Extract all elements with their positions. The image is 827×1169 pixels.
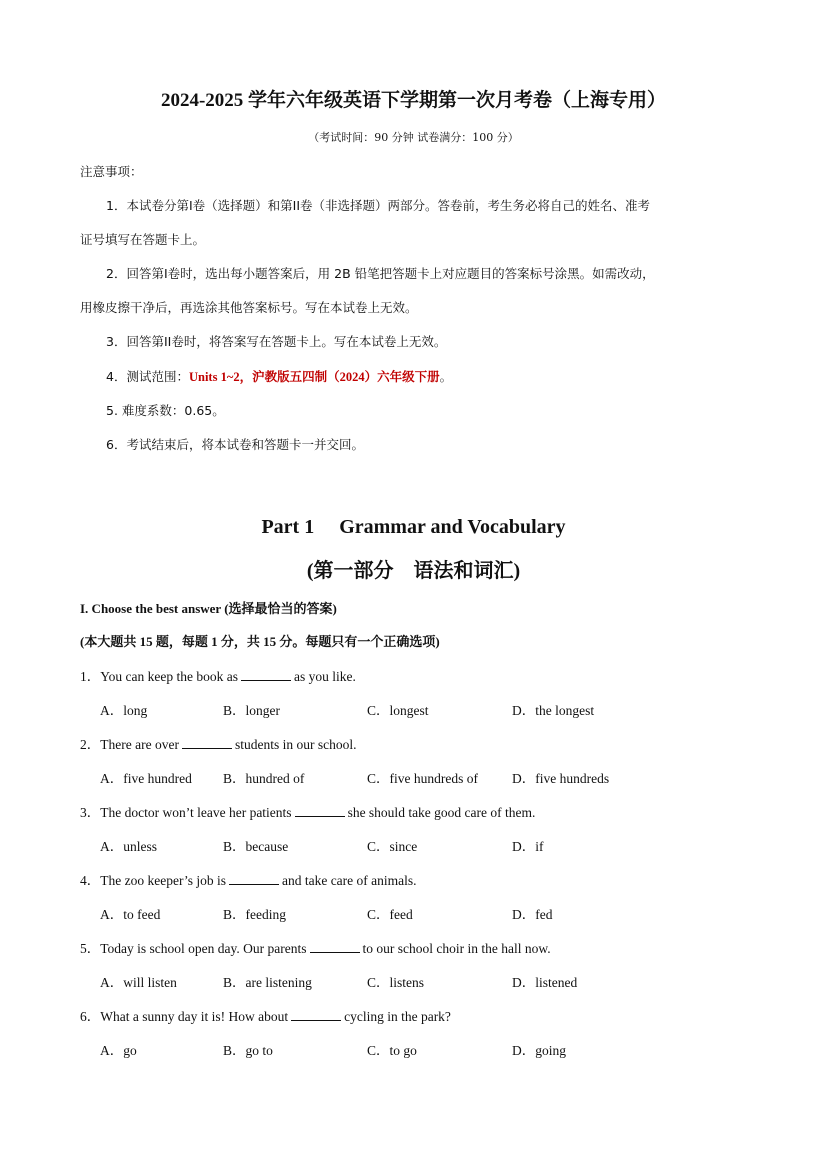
question-4 <box>80 872 417 890</box>
section-instruction: (本大题共 15 题，每题 1 分，共 15 分。每题只有一个正确选项) <box>80 634 440 649</box>
option-b: B．hundred of <box>223 771 305 786</box>
notice-item-2-cont: 用橡皮擦干净后，再选涂其他答案标号。写在本试卷上无效。 <box>80 300 418 315</box>
notice-item-1-cont: 证号填写在答题卡上。 <box>80 232 206 247</box>
option-d: D．five hundreds <box>512 771 610 786</box>
answer-blank <box>310 940 360 953</box>
answer-blank <box>295 804 345 817</box>
option-c: C．since <box>367 839 418 854</box>
option-a: A．five hundred <box>100 771 192 786</box>
option-d: D．going <box>512 1043 566 1058</box>
question-1 <box>80 668 356 686</box>
question-3 <box>80 804 535 822</box>
option-b: B．go to <box>223 1043 273 1058</box>
question-5 <box>80 940 551 958</box>
option-a: A．will listen <box>100 975 177 990</box>
option-c: C．longest <box>367 703 429 718</box>
question-text: 3．The doctor won’t leave her patients <box>80 805 292 820</box>
option-d: D．the longest <box>512 703 595 718</box>
option-d: D．listened <box>512 975 578 990</box>
question-text-end: she should take good care of them. <box>347 805 536 820</box>
option-d: D．fed <box>512 907 553 922</box>
question-text-end: as you like. <box>293 669 356 684</box>
question-text-end: cycling in the park? <box>344 1009 451 1024</box>
notice-item-4-label: 4．测试范围： <box>106 369 189 384</box>
part-subtitle: (第一部分 语法和词汇) <box>306 560 521 582</box>
option-b: B．feeding <box>223 907 286 922</box>
question-text: 2．There are over <box>80 737 179 752</box>
notice-item-1: 1．本试卷分第I卷（选择题）和第II卷（非选择题）两部分。答卷前，考生务必将自己的姓名、准考 <box>106 198 651 213</box>
option-a: A．to feed <box>100 907 161 922</box>
question-text-end: and take care of animals. <box>281 873 417 888</box>
option-c: C．five hundreds of <box>367 771 478 786</box>
exam-title: 2024-2025 学年六年级英语下学期第一次月考卷（上海专用） <box>160 90 667 111</box>
notice-item-3: 3．回答第II卷时，将答案写在答题卡上。写在本试卷上无效。 <box>106 334 447 349</box>
notice-item-4 <box>106 368 452 386</box>
question-text: 6．What a sunny day it is! How about <box>80 1009 289 1024</box>
question-text: 5．Today is school open day. Our parents <box>80 941 307 956</box>
question-text: 1．You can keep the book as <box>80 669 238 684</box>
option-c: C．feed <box>367 907 413 922</box>
option-d: D．if <box>512 839 544 854</box>
option-c: C．listens <box>367 975 425 990</box>
answer-blank <box>229 872 279 885</box>
notice-item-2: 2．回答第I卷时，选出每小题答案后，用 2B 铅笔把答题卡上对应题目的答案标号涂黑。如需改动， <box>106 266 655 281</box>
option-b: B．are listening <box>223 975 312 990</box>
notice-item-5: 5. 难度系数：0.65。 <box>106 403 225 418</box>
notice-item-4-end: 。 <box>439 369 453 384</box>
part-title: Part 1 Grammar and Vocabulary <box>261 516 566 538</box>
question-text-end: students in our school. <box>234 737 357 752</box>
section-heading: I. Choose the best answer (选择最恰当的答案) <box>80 601 337 616</box>
question-2 <box>80 736 356 754</box>
answer-blank <box>241 668 291 681</box>
question-text: 4．The zoo keeper’s job is <box>80 873 226 888</box>
option-c: C．to go <box>367 1043 417 1058</box>
notice-item-6: 6．考试结束后，将本试卷和答题卡一并交回。 <box>106 437 364 452</box>
question-6 <box>80 1008 451 1026</box>
test-scope: Units 1~2，沪教版五四制（2024）六年级下册 <box>188 370 440 384</box>
exam-subtitle: （考试时间：90 分钟 试卷满分：100 分） <box>308 131 519 144</box>
option-b: B．because <box>223 839 289 854</box>
answer-blank <box>182 736 232 749</box>
question-text-end: to our school choir in the hall now. <box>362 941 551 956</box>
option-b: B．longer <box>223 703 280 718</box>
option-a: A．unless <box>100 839 157 854</box>
notice-heading: 注意事项： <box>80 164 143 179</box>
answer-blank <box>291 1008 341 1021</box>
option-a: A．long <box>100 703 148 718</box>
option-a: A．go <box>100 1043 137 1058</box>
